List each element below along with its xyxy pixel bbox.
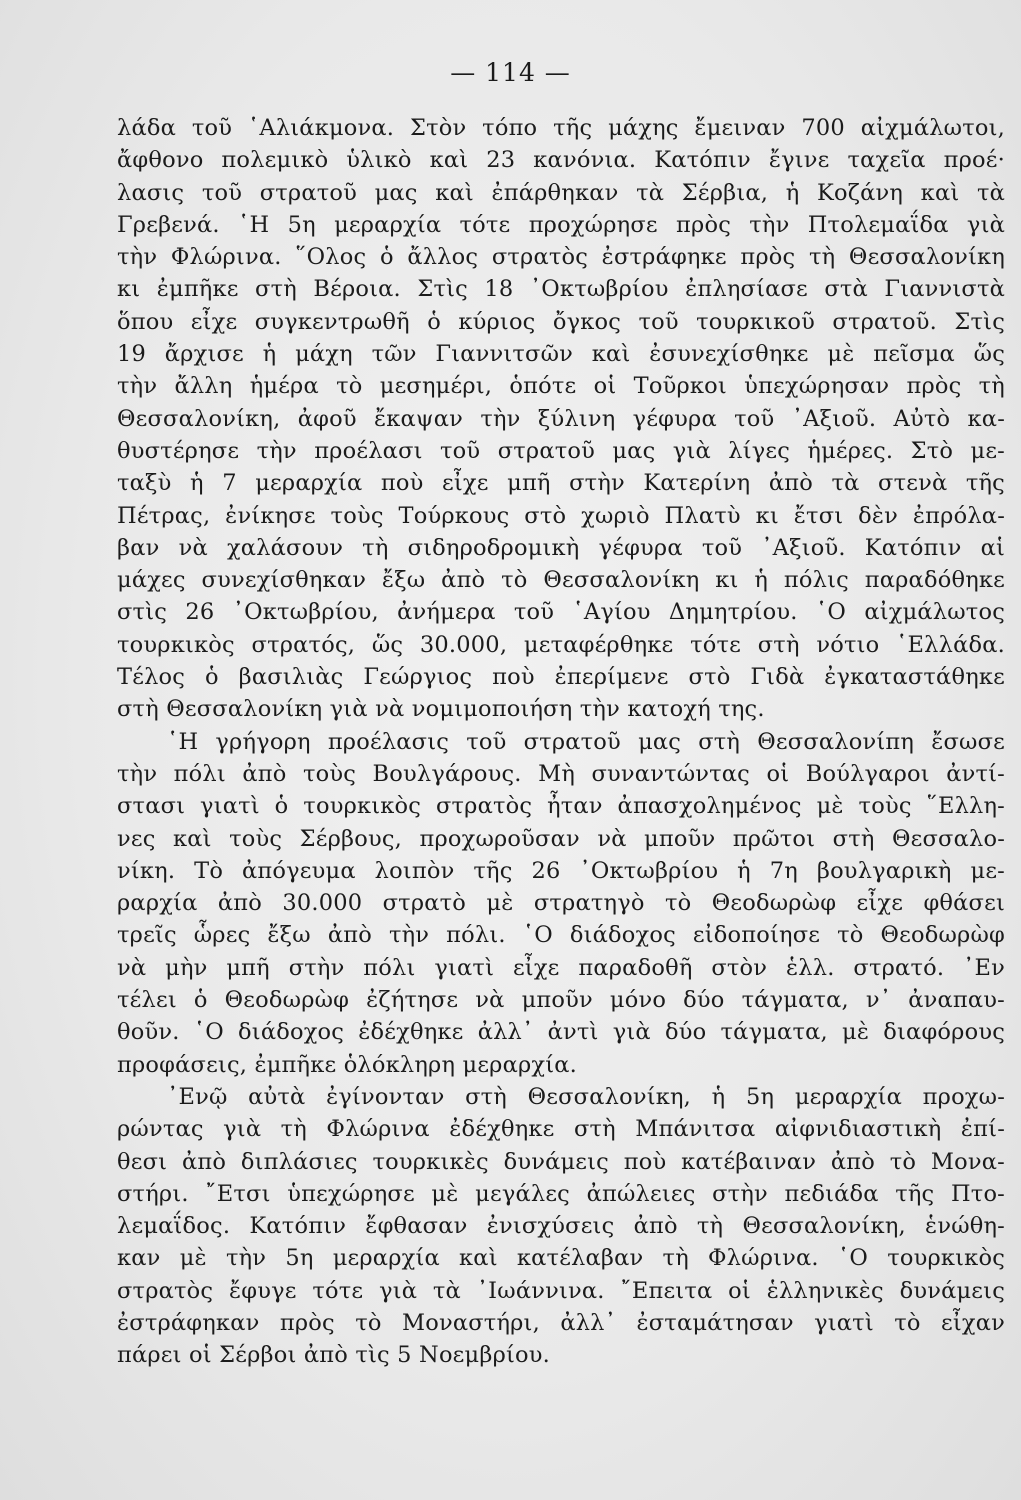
text-line: ρώντας γιὰ τὴ Φλώρινα ἐδέχθηκε στὴ Μπάνιτσα αἰφνιδιαστικὴ ἐπί- bbox=[117, 1116, 1005, 1143]
text-line: λεμαΐδος. Κατόπιν ἔφθασαν ἐνισχύσεις ἀπὸ τὴ Θεσσαλονίκη, ἑνώθη- bbox=[117, 1213, 1005, 1240]
text-line: ραρχία ἀπὸ 30.000 στρατὸ μὲ στρατηγὸ τὸ Θεοδωρὼφ εἶχε φθάσει bbox=[117, 890, 1005, 917]
body-text bbox=[117, 112, 1005, 1372]
text-line: θοῦν. ῾Ο διάδοχος ἐδέχθηκε ἀλλ᾿ ἀντὶ γιὰ δύο τάγματα, μὲ διαφόρους bbox=[117, 1019, 1005, 1046]
text-line: τὴν Φλώρινα. ῞Ολος ὁ ἄλλος στρατὸς ἐστράφηκε πρὸς τὴ Θεσσαλονίκη bbox=[117, 244, 1005, 271]
text-line: Τέλος ὁ βασιλιὰς Γεώργιος ποὺ ἐπερίμενε στὸ Γιδὰ ἐγκαταστάθηκε bbox=[117, 664, 1005, 691]
text-line: νὰ μὴν μπῆ στὴν πόλι γιατὶ εἶχε παραδοθῆ στὸν ἑλλ. στρατό. ᾿Εν bbox=[117, 954, 1005, 981]
text-line: ὅπου εἶχε συγκεντρωθῆ ὁ κύριος ὄγκος τοῦ τουρκικοῦ στρατοῦ. Στὶς bbox=[117, 308, 1005, 335]
text-line: νες καὶ τοὺς Σέρβους, προχωροῦσαν νὰ μποῦν πρῶτοι στὴ Θεσσαλο- bbox=[117, 825, 1005, 852]
text-line: στήρι. ῎Ετσι ὑπεχώρησε μὲ μεγάλες ἀπώλειες στὴν πεδιάδα τῆς Πτο- bbox=[117, 1180, 1005, 1207]
text-line: στασι γιατὶ ὁ τουρκικὸς στρατὸς ἦταν ἀπασχολημένος μὲ τοὺς ῞Ελλη- bbox=[117, 793, 1005, 820]
text-line: τρεῖς ὧρες ἔξω ἀπὸ τὴν πόλι. ῾Ο διάδοχος εἰδοποίησε τὸ Θεοδωρὼφ bbox=[117, 922, 1005, 949]
text-line: 19 ἄρχισε ἡ μάχη τῶν Γιαννιτσῶν καὶ ἐσυνεχίσθηκε μὲ πεῖσμα ὥς bbox=[117, 341, 1005, 368]
paragraph-end-line: προφάσεις, ἐμπῆκε ὁλόκληρη μεραρχία. bbox=[117, 1051, 578, 1078]
paragraph-start-line: ᾿Ενῷ αὐτὰ ἐγίνονταν στὴ Θεσσαλονίκη, ἡ 5η μεραρχία προχω- bbox=[167, 1083, 1005, 1110]
paragraph-start-line: ῾Η γρήγορη προέλασις τοῦ στρατοῦ μας στὴ Θεσσαλονίπη ἔσωσε bbox=[167, 728, 1005, 755]
text-line: τὴν ἄλλη ἡμέρα τὸ μεσημέρι, ὁπότε οἱ Τοῦρκοι ὑπεχώρησαν πρὸς τὴ bbox=[117, 373, 1005, 400]
text-line: στρατὸς ἔφυγε τότε γιὰ τὰ ᾿Ιωάννινα. ῎Επειτα οἱ ἑλληνικὲς δυνάμεις bbox=[117, 1277, 1005, 1304]
text-line: λάδα τοῦ ῾Αλιάκμονα. Στὸν τόπο τῆς μάχης ἔμειναν 700 αἰχμάλωτοι, bbox=[117, 115, 1005, 141]
text-line: νίκη. Τὸ ἀπόγευμα λοιπὸν τῆς 26 ᾿Οκτωβρίου ἡ 7η βουλγαρικὴ με- bbox=[117, 857, 1005, 884]
text-line: ἐστράφηκαν πρὸς τὸ Μοναστήρι, ἀλλ᾿ ἐσταμάτησαν γιατὶ τὸ εἶχαν bbox=[117, 1309, 1005, 1336]
paragraph-end-line: στὴ Θεσσαλονίκη γιὰ νὰ νομιμοποιήση τὴν κατοχή της. bbox=[117, 696, 765, 723]
text-line: θυστέρησε τὴν προέλασι τοῦ στρατοῦ μας γιὰ λίγες ἡμέρες. Στὸ με- bbox=[117, 437, 1005, 464]
text-line: Πέτρας, ἐνίκησε τοὺς Τούρκους στὸ χωριὸ Πλατὺ κι ἔτσι δὲν ἐπρόλα- bbox=[117, 502, 1005, 529]
page-number: — 114 — bbox=[450, 58, 571, 87]
text-line: τέλει ὁ Θεοδωρὼφ ἐζήτησε νὰ μποῦν μόνο δύο τάγματα, ν᾿ ἀναπαυ- bbox=[117, 987, 1005, 1014]
text-line: ἄφθονο πολεμικὸ ὑλικὸ καὶ 23 κανόνια. Κατόπιν ἔγινε ταχεῖα προέ· bbox=[117, 147, 1005, 174]
text-line: Γρεβενά. ῾Η 5η μεραρχία τότε προχώρησε πρὸς τὴν Πτολεμαΐδα γιὰ bbox=[117, 211, 1005, 238]
text-line: τουρκικὸς στρατός, ὥς 30.000, μεταφέρθηκε τότε στὴ νότιο ῾Ελλάδα. bbox=[117, 631, 1005, 658]
text-line: καν μὲ τὴν 5η μεραρχία καὶ κατέλαβαν τὴ Φλώρινα. ῾Ο τουρκικὸς bbox=[117, 1245, 1005, 1272]
text-line: ταξὺ ἡ 7 μεραρχία ποὺ εἶχε μπῆ στὴν Κατερίνη ἀπὸ τὰ στενὰ τῆς bbox=[117, 470, 1005, 497]
text-line: βαν νὰ χαλάσουν τὴ σιδηροδρομικὴ γέφυρα τοῦ ᾿Αξιοῦ. Κατόπιν αἱ bbox=[117, 534, 1005, 561]
text-line: λασις τοῦ στρατοῦ μας καὶ ἐπάρθηκαν τὰ Σέρβια, ἡ Κοζάνη καὶ τὰ bbox=[117, 179, 1005, 206]
paragraph-end-line: πάρει οἱ Σέρβοι ἀπὸ τὶς 5 Νοεμβρίου. bbox=[117, 1342, 550, 1369]
text-line: θεσι ἀπὸ διπλάσιες τουρκικὲς δυνάμεις ποὺ κατέβαιναν ἀπὸ τὸ Μονα- bbox=[117, 1148, 1005, 1175]
text-line: στὶς 26 ᾿Οκτωβρίου, ἀνήμερα τοῦ ῾Αγίου Δημητρίου. ῾Ο αἰχμάλωτος bbox=[117, 599, 1005, 626]
text-line: μάχες συνεχίσθηκαν ἔξω ἀπὸ τὸ Θεσσαλονίκη κι ἡ πόλις παραδόθηκε bbox=[117, 567, 1005, 594]
text-line: Θεσσαλονίκη, ἀφοῦ ἔκαψαν τὴν ξύλινη γέφυρα τοῦ ᾿Αξιοῦ. Αὐτὸ κα- bbox=[117, 405, 1005, 432]
text-line: κι ἐμπῆκε στὴ Βέροια. Στὶς 18 ᾿Οκτωβρίου ἐπλησίασε στὰ Γιαννιστὰ bbox=[117, 276, 1005, 303]
text-line: τὴν πόλι ἀπὸ τοὺς Βουλγάρους. Μὴ συναντώντας οἱ Βούλγαροι ἀντί- bbox=[117, 760, 1005, 787]
